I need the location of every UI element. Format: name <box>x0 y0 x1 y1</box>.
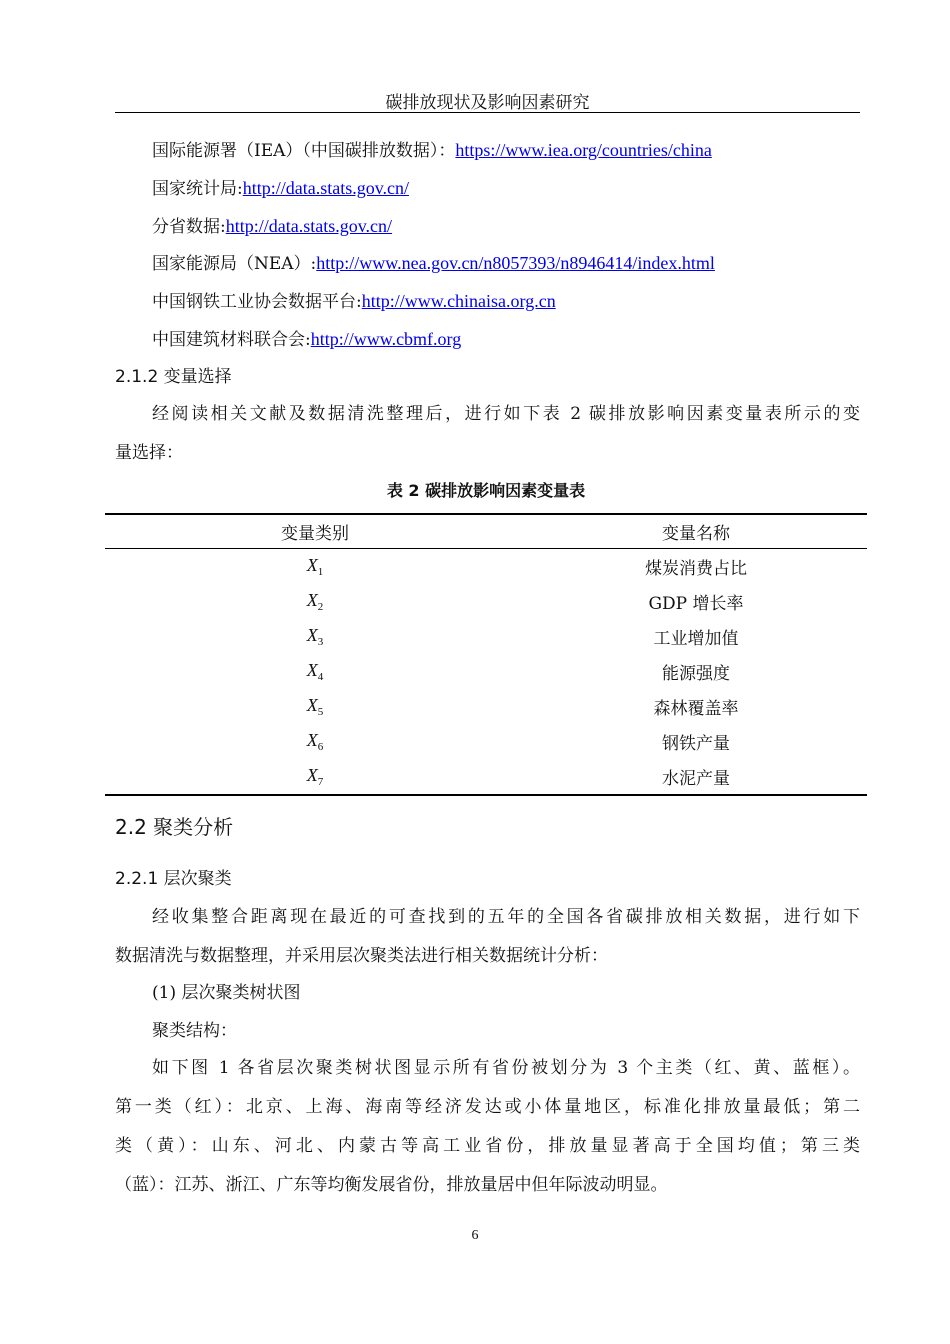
table-header-row <box>105 514 867 549</box>
section-heading-2-2-1: 2.2.1 层次聚类 <box>115 869 232 889</box>
source-item <box>152 139 712 162</box>
variable-name: 能源强度 <box>662 664 730 684</box>
table-row <box>105 689 867 724</box>
paragraph-line: 经阅读相关文献及数据清洗整理后，进行如下表 2 碳排放影响因素变量表所示的变 <box>152 404 860 424</box>
source-item <box>152 252 715 275</box>
variable-name: 水泥产量 <box>525 759 867 795</box>
variable-name: GDP 增长率 <box>648 594 744 614</box>
section-heading-2-2: 2.2 聚类分析 <box>115 815 234 839</box>
table-row <box>105 549 867 585</box>
paragraph-line: 如下图 1 各省层次聚类树状图显示所有省份被划分为 3 个主类（红、黄、蓝框）。 <box>152 1058 860 1078</box>
paragraph-line: 量选择： <box>115 443 183 463</box>
variable-symbol: $X_7$ <box>105 759 525 795</box>
variable-symbol: $X_2$ <box>306 590 324 613</box>
table-row <box>105 619 867 654</box>
source-item <box>152 177 409 200</box>
list-item: 聚类结构： <box>152 1021 237 1041</box>
variable-symbol: $X_5$ <box>306 695 324 718</box>
table-row <box>105 724 867 759</box>
paragraph-line: （蓝）：江苏、浙江、广东等均衡发展省份，排放量居中但年际波动明显。 <box>115 1175 668 1195</box>
column-header-category: 变量类别 <box>105 514 525 549</box>
variable-name: 森林覆盖率 <box>653 699 739 719</box>
table-row <box>105 759 867 795</box>
variable-symbol: $X_4$ <box>306 660 324 683</box>
list-item: (1) 层次聚类树状图 <box>152 983 301 1003</box>
paragraph-line: 类（黄）：山东、河北、内蒙古等高工业省份，排放量显著高于全国均值；第三类 <box>115 1136 860 1156</box>
source-link[interactable]: http://www.cbmf.org <box>310 329 462 349</box>
source-label: 国家统计局: <box>152 179 243 199</box>
paragraph-line: 第一类（红）：北京、上海、海南等经济发达或小体量地区，标准化排放量最低；第二 <box>115 1097 860 1117</box>
header-rule <box>115 112 860 113</box>
source-link[interactable]: http://www.nea.gov.cn/n8057393/n8946414/index.html <box>316 253 715 273</box>
source-link[interactable]: https://www.iea.org/countries/china <box>455 140 712 160</box>
source-item <box>152 328 461 351</box>
paragraph-line: 经收集整合距离现在最近的可查找到的五年的全国各省碳排放相关数据，进行如下 <box>152 907 860 927</box>
source-item <box>152 290 556 313</box>
variable-symbol: $X_6$ <box>306 730 324 753</box>
page-number: 6 <box>471 1228 479 1243</box>
running-header: 碳排放现状及影响因素研究 <box>385 93 590 113</box>
table-row <box>105 654 867 689</box>
source-label: 分省数据: <box>152 217 226 237</box>
variable-name: 钢铁产量 <box>662 734 730 754</box>
variable-symbol: $X_1$ <box>306 555 324 578</box>
variable-name: 工业增加值 <box>653 629 739 649</box>
source-item <box>152 215 392 238</box>
variable-symbol: $X_3$ <box>306 625 324 648</box>
source-link[interactable]: http://www.chinaisa.org.cn <box>361 291 556 311</box>
column-header-name: 变量名称 <box>525 514 867 549</box>
paragraph-line: 数据清洗与数据整理，并采用层次聚类法进行相关数据统计分析： <box>115 946 608 966</box>
source-label: 中国钢铁工业协会数据平台: <box>152 292 362 312</box>
variable-name: 煤炭消费占比 <box>645 559 747 579</box>
table-row <box>105 584 867 619</box>
section-heading-2-1-2: 2.1.2 变量选择 <box>115 367 232 387</box>
source-link[interactable]: http://data.stats.gov.cn/ <box>225 216 393 236</box>
source-label: 国际能源署（IEA）（中国碳排放数据）： <box>152 141 456 161</box>
source-label: 国家能源局（NEA）: <box>152 254 317 274</box>
source-link[interactable]: http://data.stats.gov.cn/ <box>242 178 410 198</box>
source-label: 中国建筑材料联合会: <box>152 330 311 350</box>
variables-table <box>105 513 867 796</box>
table-caption: 表 2 碳排放影响因素变量表 <box>386 481 586 500</box>
